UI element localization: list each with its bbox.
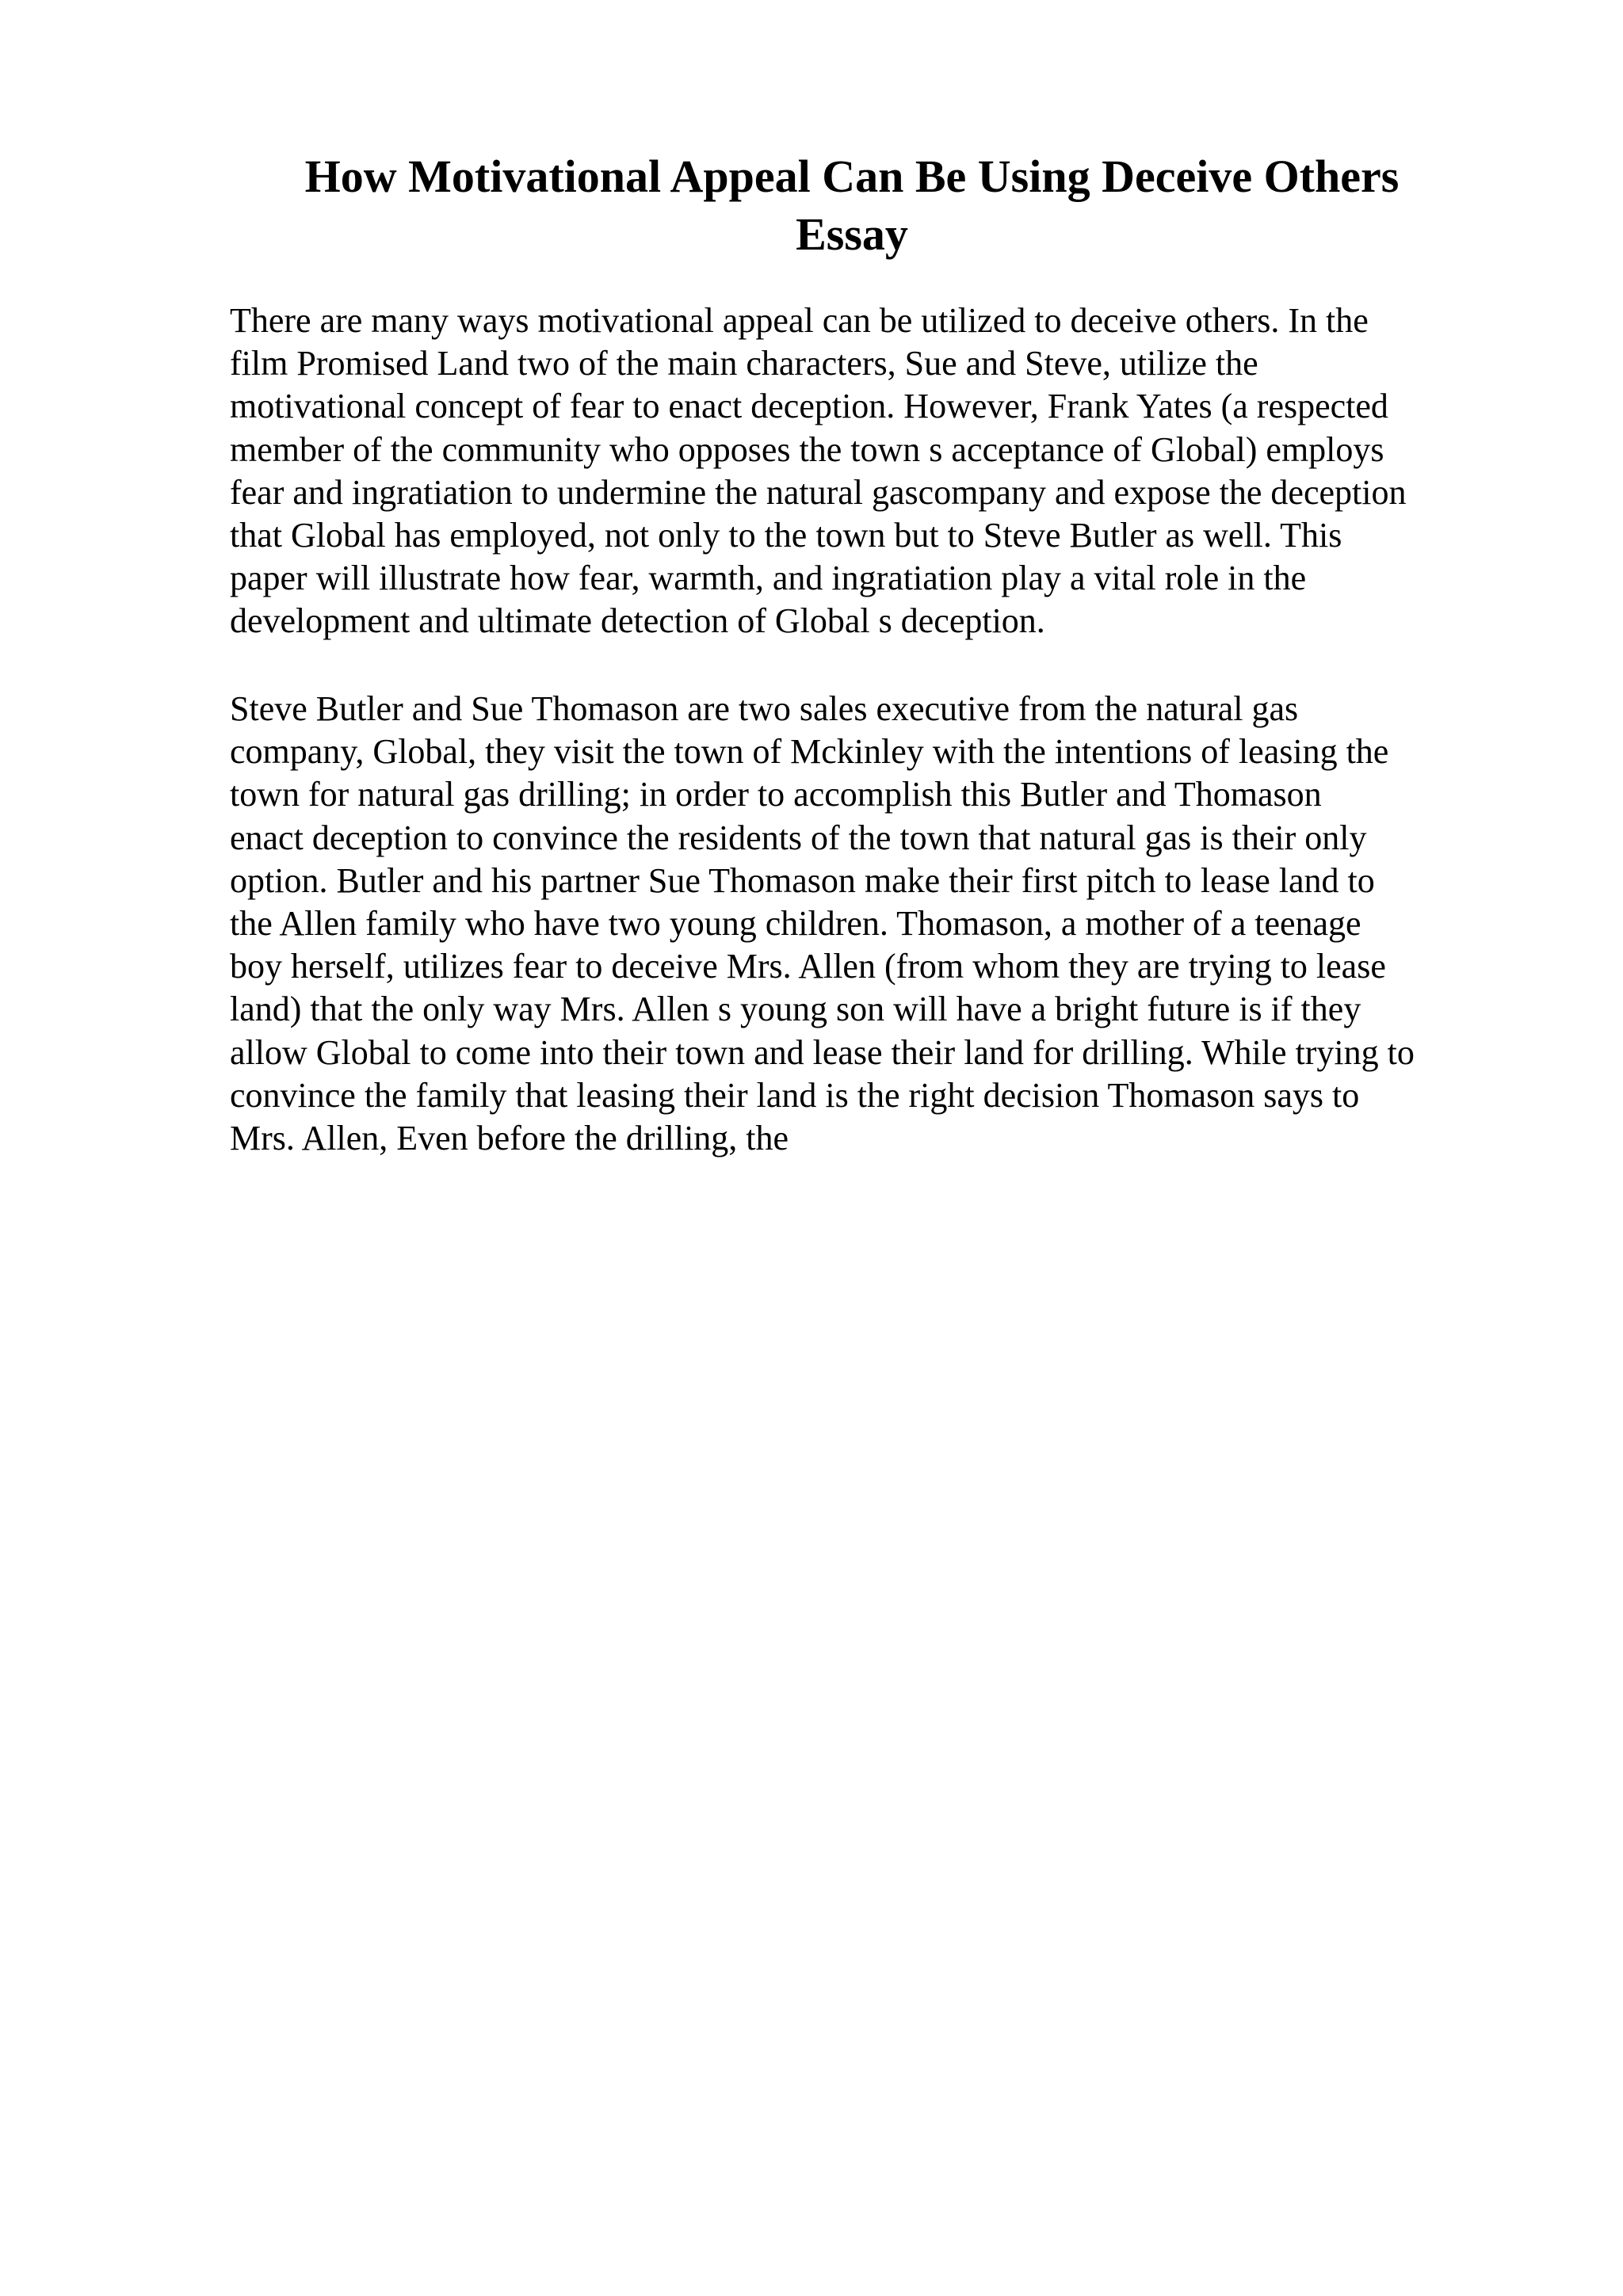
paragraph-line: boy herself, utilizes fear to deceive Mrs. Allen (from whom they are trying to lease	[230, 947, 1386, 986]
paragraph-line: development and ultimate detection of Global s deception.	[230, 601, 1045, 641]
paragraph-line: Mrs. Allen, Even before the drilling, the	[230, 1119, 789, 1158]
paragraph-line: allow Global to come into their town and lease their land for drilling. While trying to	[230, 1032, 1415, 1072]
paragraph-line: paper will illustrate how fear, warmth, and ingratiation play a vital role in the	[230, 559, 1307, 598]
paragraph-line: town for natural gas drilling; in order to accomplish this Butler and Thomason	[230, 775, 1322, 814]
title-line: How Motivational Appeal Can Be Using Deceive Others	[304, 151, 1400, 202]
paragraph-line: land) that the only way Mrs. Allen s young son will have a bright future is if they	[230, 990, 1361, 1029]
essay-title	[226, 147, 1478, 263]
paragraph-line: convince the family that leasing their land is the right decision Thomason says to	[230, 1075, 1360, 1115]
paragraph-line: enact deception to convince the residents of the town that natural gas is their only	[230, 818, 1367, 857]
paragraph-line: motivational concept of fear to enact deception. However, Frank Yates (a respected	[230, 387, 1388, 426]
title-line: Essay	[796, 208, 908, 260]
paragraph-line: Steve Butler and Sue Thomason are two sales executive from the natural gas	[230, 689, 1299, 728]
paragraph-line: fear and ingratiation to undermine the natural gascompany and expose the deception	[230, 472, 1407, 512]
paragraph-line: film Promised Land two of the main characters, Sue and Steve, utilize the	[230, 344, 1258, 383]
essay-paragraph-2	[230, 688, 1490, 1160]
paragraph-line: that Global has employed, not only to the town but to Steve Butler as well. This	[230, 516, 1342, 555]
paragraph-line: the Allen family who have two young children. Thomason, a mother of a teenage	[230, 904, 1361, 944]
paragraph-line: There are many ways motivational appeal can be utilized to deceive others. In the	[230, 301, 1369, 340]
paragraph-line: option. Butler and his partner Sue Thomason make their first pitch to lease land to	[230, 860, 1375, 900]
paragraph-line: member of the community who opposes the town s acceptance of Global) employs	[230, 429, 1384, 469]
essay-paragraph-1	[230, 299, 1490, 643]
paragraph-line: company, Global, they visit the town of Mckinley with the intentions of leasing the	[230, 732, 1389, 772]
